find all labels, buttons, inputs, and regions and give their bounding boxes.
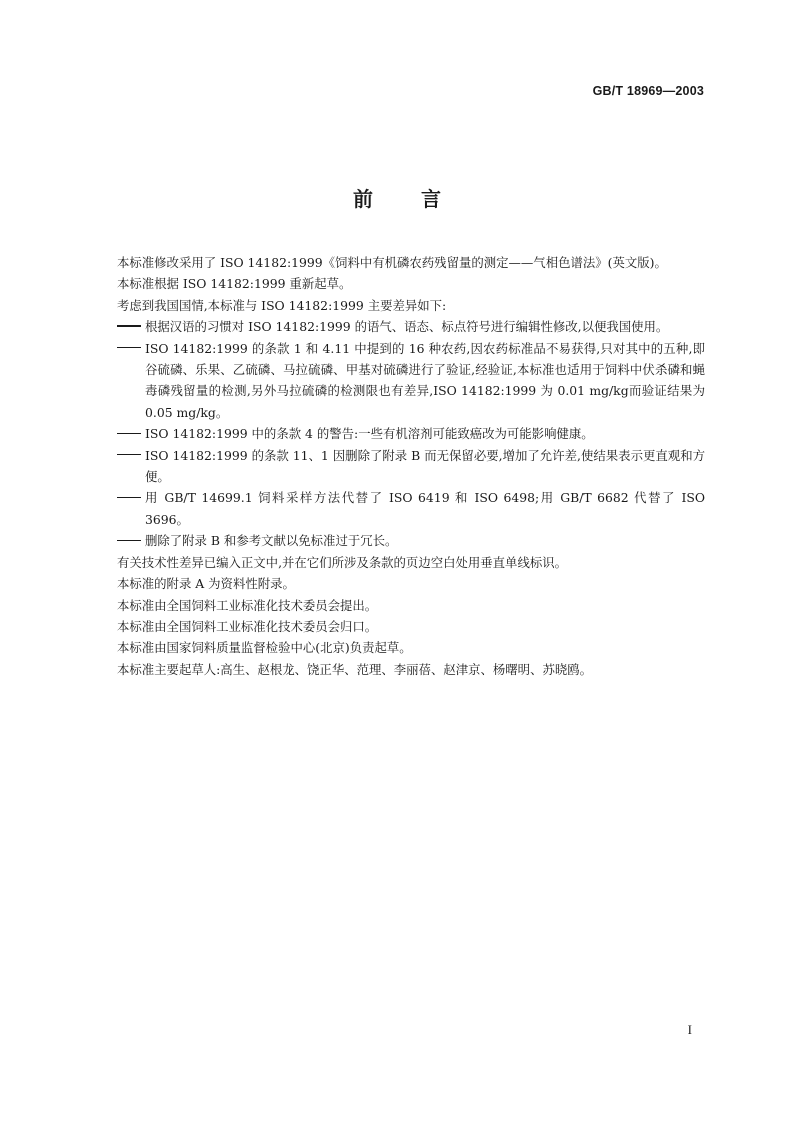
difference-item	[117, 338, 705, 424]
page-title: 前言	[353, 187, 489, 211]
paragraph-technical-differences: 有关技术性差异已编入正文中,并在它们所涉及条款的页边空白处用垂直单线标识。	[117, 554, 568, 570]
dash-marker	[117, 445, 145, 488]
paragraph-proposed-by: 本标准由全国饲料工业标准化技术委员会提出。	[117, 597, 378, 613]
difference-text: 用 GB/T 14699.1 饲料采样方法代替了 ISO 6419 和 ISO 6498;用 GB/T 6682 代替了 ISO 3696。	[145, 490, 705, 527]
paragraph-redrafted: 本标准根据 ISO 14182:1999 重新起草。	[117, 276, 352, 292]
difference-item	[117, 423, 705, 444]
dash-marker	[117, 316, 145, 337]
page-number: I	[687, 1022, 692, 1037]
difference-text: ISO 14182:1999 的条款 1 和 4.11 中提到的 16 种农药,因农药标准品不易获得,只对其中的五种,即谷硫磷、乐果、乙硫磷、马拉硫磷、甲基对硫磷进行了验证,经验证,本标准也适用于饲料中伏杀磷和蝇毒磷残留量的检测,另外马拉硫磷的检测限也有差异,ISO 14182:1999 为 0.01 mg/kg而验证结果为 0.05 mg/kg。	[145, 340, 705, 420]
paragraph-drafters: 本标准主要起草人:高生、赵根龙、饶正华、范理、李丽蓓、赵津京、杨曙明、苏晓鸥。	[117, 661, 593, 677]
dash-marker	[117, 338, 145, 424]
standard-code-header: GB/T 18969—2003	[592, 84, 704, 98]
difference-text: 根据汉语的习惯对 ISO 14182:1999 的语气、语态、标点符号进行编辑性修改,以便我国使用。	[145, 319, 669, 335]
difference-text: ISO 14182:1999 的条款 11、1 因删除了附录 B 而无保留必要,增加了允许差,使结果表示更直观和方便。	[145, 447, 705, 485]
difference-text: ISO 14182:1999 中的条款 4 的警告:一些有机溶剂可能致癌改为可能影响健康。	[145, 426, 594, 442]
paragraph-differences-intro: 考虑到我国国情,本标准与 ISO 14182:1999 主要差异如下:	[117, 297, 447, 313]
difference-item	[117, 445, 705, 488]
difference-item	[117, 316, 705, 337]
dash-marker	[117, 530, 145, 551]
paragraph-annex: 本标准的附录 A 为资料性附录。	[117, 576, 295, 592]
difference-item	[117, 487, 705, 530]
dash-marker	[117, 487, 145, 530]
paragraph-adoption: 本标准修改采用了 ISO 14182:1999《饲料中有机磷农药残留量的测定——气相色谱法》(英文版)。	[117, 255, 667, 270]
difference-item	[117, 530, 705, 551]
dash-marker	[117, 423, 145, 444]
difference-text: 删除了附录 B 和参考文献以免标准过于冗长。	[145, 533, 398, 549]
paragraph-centralized-by: 本标准由全国饲料工业标准化技术委员会归口。	[117, 618, 378, 634]
paragraph-drafted-by: 本标准由国家饲料质量监督检验中心(北京)负责起草。	[117, 640, 412, 656]
foreword-body	[117, 252, 705, 680]
